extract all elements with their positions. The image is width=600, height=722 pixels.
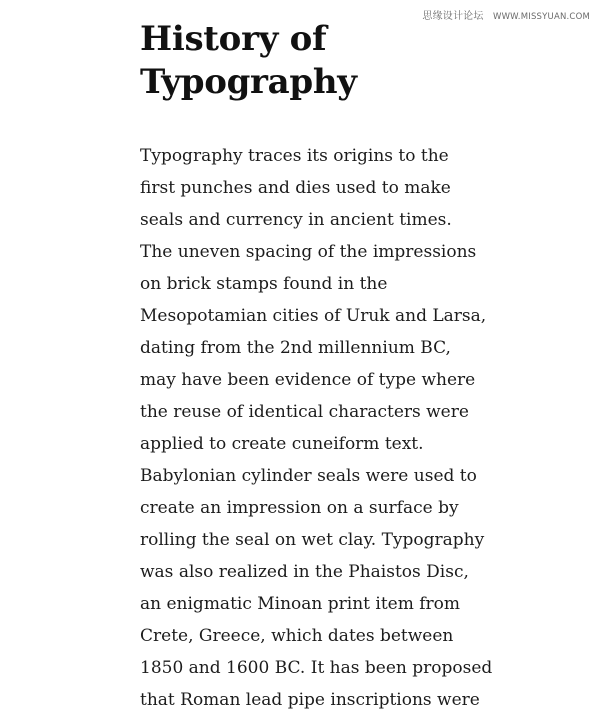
- article-title: [140, 18, 470, 104]
- article-body-line: seals and currency in ancient times.: [140, 210, 452, 230]
- article: [140, 18, 493, 716]
- article-title-line: History of: [140, 19, 327, 59]
- article-body-line: create an impression on a surface by: [140, 498, 459, 518]
- article-body-line: rolling the seal on wet clay. Typography: [140, 530, 485, 550]
- article-body-line: Typography traces its origins to the: [140, 146, 449, 166]
- article-body-line: that Roman lead pipe inscriptions were: [140, 690, 480, 710]
- article-body-line: Mesopotamian cities of Uruk and Larsa,: [140, 306, 487, 326]
- watermark-url: WWW.MISSYUAN.COM: [492, 12, 590, 22]
- watermark-site-name: 思缘设计论坛: [422, 11, 484, 22]
- article-body-line: was also realized in the Phaistos Disc,: [140, 562, 469, 582]
- article-body-line: may have been evidence of type where: [140, 370, 476, 390]
- article-title-line: Typography: [140, 62, 357, 102]
- article-body-line: dating from the 2nd millennium BC,: [140, 338, 451, 358]
- article-body-line: applied to create cuneiform text.: [140, 434, 424, 454]
- article-body-line: first punches and dies used to make: [140, 178, 451, 198]
- article-body-line: an enigmatic Minoan print item from: [140, 594, 461, 614]
- article-body-line: 1850 and 1600 BC. It has been proposed: [140, 658, 493, 678]
- article-body-line: Babylonian cylinder seals were used to: [140, 466, 477, 486]
- article-body-line: on brick stamps found in the: [140, 274, 388, 294]
- article-body-line: the reuse of identical characters were: [140, 402, 469, 422]
- article-body: [140, 140, 493, 716]
- article-body-line: Crete, Greece, which dates between: [140, 626, 454, 646]
- article-body-line: The uneven spacing of the impressions: [140, 242, 477, 262]
